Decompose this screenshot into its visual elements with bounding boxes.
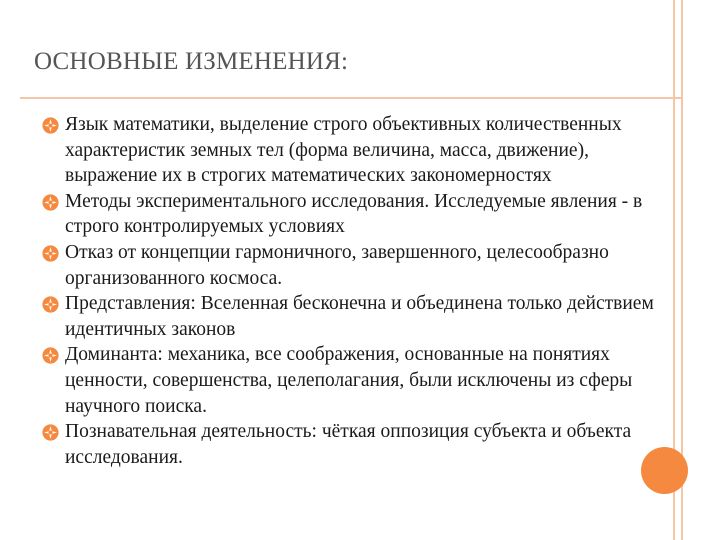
bullet-list: [42, 112, 682, 470]
bullet-text: Познавательная деятельность: чёткая оппозиция субъекта и объекта исследования.: [65, 421, 632, 468]
orange-flower-bullet-icon: [42, 194, 59, 211]
bullet-text: Отказ от концепции гармоничного, завершенного, целесообразно организованного космоса.: [65, 241, 609, 289]
orange-flower-bullet-icon: [42, 117, 59, 134]
bullet-item: [42, 291, 682, 342]
bullet-item: [42, 342, 682, 419]
bullet-text: Представления: Вселенная бесконечна и объединена только действием идентичных законов: [65, 293, 654, 340]
bullet-item: [42, 419, 682, 470]
bullet-text: Методы экспериментального исследования. Исследуемые явления - в строго контролируемых условиях: [65, 190, 643, 238]
orange-flower-bullet-icon: [42, 245, 59, 262]
bullet-text: Язык математики, выделение строго объективных количественных характеристик земных тел (форма величина, масса, движение), выражение их в строгих математических закономерностях: [65, 114, 622, 187]
slide-title: ОСНОВНЫЕ ИЗМЕНЕНИЯ:: [34, 48, 349, 75]
bullet-item: [42, 189, 682, 240]
orange-flower-bullet-icon: [42, 347, 59, 364]
bullet-text: Доминанта: механика, все соображения, основанные на понятиях ценности, совершенства, целеполагания, были исключены из сферы научного поиска.: [65, 344, 633, 417]
orange-flower-bullet-icon: [42, 424, 59, 441]
title-divider: [20, 97, 682, 99]
bullet-item: [42, 240, 682, 291]
bullet-item: [42, 112, 682, 189]
orange-flower-bullet-icon: [42, 296, 59, 313]
orange-circle-decoration: [641, 447, 688, 494]
